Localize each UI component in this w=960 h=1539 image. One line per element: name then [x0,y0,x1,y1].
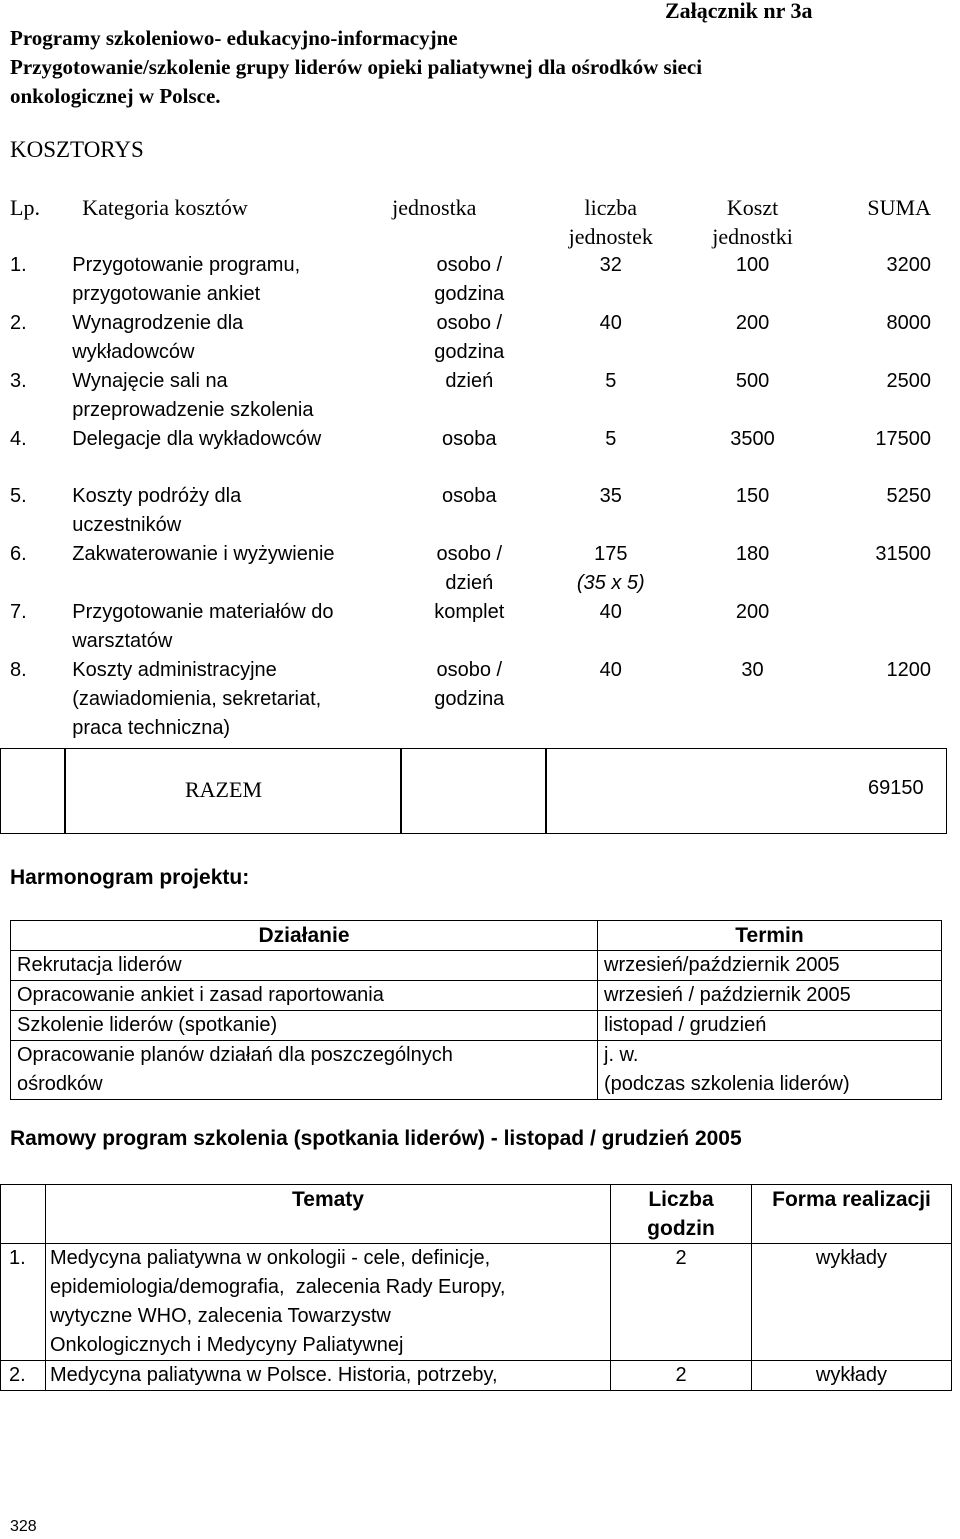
row-lp: 7. [10,601,27,623]
row-jednostka: osobo / dzień [436,543,503,594]
header-dzialanie: Działanie [11,921,598,951]
header-termin: Termin [598,921,942,951]
row-koszt: 30 [741,659,764,681]
title-line: onkologicznej w Polsce. [10,84,221,108]
row-koszt: 150 [735,485,770,507]
row-lp: 2. [1,1361,46,1391]
header-tematy: Tematy [46,1185,611,1244]
row-liczba: 40 [599,312,622,334]
row-suma: 31500 [875,543,931,565]
cost-row [0,425,945,454]
cost-row [0,251,945,309]
row-suma: 2500 [886,370,931,392]
row-koszt: 200 [735,601,770,623]
row-temat: Medycyna paliatywna w onkologii - cele, definicje, epidemiologia/demografia, zalecenia Rady Europy, wytyczne WHO, zalecenia Towarzystw Onkologicznych i Medycyny Paliatywnej [46,1244,611,1361]
row-kategoria: Przygotowanie materiałów do warsztatów [72,601,334,652]
cost-table-header [0,193,945,251]
harmonogram-row [11,1011,942,1041]
row-koszt: 100 [735,254,770,276]
row-lp: 4. [10,428,27,450]
row-dzialanie: Szkolenie liderów (spotkanie) [11,1011,598,1041]
row-temat: Medycyna paliatywna w Polsce. Historia, potrzeby, [46,1361,611,1391]
row-liczba: 2 [611,1361,752,1391]
header-forma: Forma realizacji [752,1185,952,1244]
cost-row [0,367,945,425]
header-koszt: Koszt jednostki [712,195,793,249]
harmonogram-row [11,951,942,981]
row-liczba: 35 [599,485,622,507]
row-jednostka: osobo / godzina [434,254,505,305]
row-termin: listopad / grudzień [598,1011,942,1041]
harmonogram-row [11,981,942,1011]
row-forma: wykłady [752,1361,952,1391]
row-liczba: 40 [599,659,622,681]
header-lp [1,1185,46,1244]
title-line: Programy szkoleniowo- edukacyjno-informacyjne [10,26,458,50]
header-liczba-godzin: Liczba godzin [611,1185,752,1244]
header-kategoria: Kategoria kosztów [82,195,248,220]
header-jednostka: jednostka [392,195,477,220]
title-line: Przygotowanie/szkolenie grupy liderów opieki paliatywnej dla ośrodków sieci [10,55,703,79]
row-suma: 3200 [886,254,931,276]
program-heading: Ramowy program szkolenia (spotkania liderów) - listopad / grudzień 2005 [10,1127,742,1150]
row-kategoria: Delegacje dla wykładowców [72,428,322,450]
header-lp: Lp. [10,195,40,220]
razem-label: RAZEM [185,777,262,802]
row-liczba: 175 (35 x 5) [540,540,682,598]
header-suma: SUMA [867,195,931,220]
document-title [10,24,910,111]
cost-table [0,193,945,743]
cost-row [0,482,945,540]
row-lp: 8. [10,659,27,681]
row-suma: 17500 [875,428,931,450]
row-kategoria: Przygotowanie programu, przygotowanie ankiet [72,254,301,305]
program-row [1,1244,952,1361]
row-jednostka: komplet [434,601,505,623]
row-koszt: 200 [735,312,770,334]
row-termin: wrzesień/październik 2005 [598,951,942,981]
row-forma: wykłady [752,1244,952,1361]
row-koszt: 500 [735,370,770,392]
row-jednostka: osobo / godzina [434,659,505,710]
razem-cell-lp [0,748,66,834]
row-termin: wrzesień / październik 2005 [598,981,942,1011]
harmonogram-table [10,920,942,1100]
row-termin: j. w. (podczas szkolenia liderów) [598,1041,942,1100]
program-header [1,1185,952,1244]
row-suma [823,598,945,656]
row-suma: 5250 [886,485,931,507]
liczba-note: (35 x 5) [576,572,645,594]
row-jednostka: dzień [445,370,494,392]
row-liczba: 32 [599,254,622,276]
row-suma: 1200 [886,659,931,681]
header-liczba: liczba jednostek [568,195,653,249]
attachment-label: Załącznik nr 3a [665,0,813,23]
cost-row [0,656,945,743]
program-row [1,1361,952,1391]
row-jednostka: osoba [442,428,497,450]
cost-row [0,309,945,367]
row-lp: 3. [10,370,27,392]
row-kategoria: Koszty podróży dla uczestników [72,485,242,536]
row-lp: 1. [1,1244,46,1361]
kosztorys-heading: KOSZTORYS [10,137,144,162]
page-number: 328 [10,1518,37,1535]
row-kategoria: Wynajęcie sali na przeprowadzenie szkolenia [72,370,314,421]
row-suma: 8000 [886,312,931,334]
row-jednostka: osoba [442,485,497,507]
spacer-row [0,454,945,482]
row-kategoria: Zakwaterowanie i wyżywienie [72,543,335,565]
razem-value: 69150 [868,777,924,799]
razem-cell-empty [400,748,547,834]
row-kategoria: Wynagrodzenie dla wykładowców [72,312,244,363]
row-dzialanie: Opracowanie planów działań dla poszczególnych ośrodków [11,1041,598,1100]
row-dzialanie: Opracowanie ankiet i zasad raportowania [11,981,598,1011]
row-liczba: 2 [611,1244,752,1361]
row-lp: 1. [10,254,27,276]
row-lp: 2. [10,312,27,334]
row-lp: 6. [10,543,27,565]
row-liczba: 5 [605,370,617,392]
row-liczba: 40 [599,601,622,623]
harmonogram-header [11,921,942,951]
harmonogram-heading: Harmonogram projektu: [10,866,250,889]
row-koszt: 3500 [730,428,775,450]
row-dzialanie: Rekrutacja liderów [11,951,598,981]
cost-row [0,540,945,598]
harmonogram-row [11,1041,942,1100]
program-table [0,1184,952,1391]
row-kategoria: Koszty administracyjne (zawiadomienia, sekretariat, praca techniczna) [72,659,322,739]
row-lp: 5. [10,485,27,507]
row-koszt: 180 [735,543,770,565]
cost-row [0,598,945,656]
row-liczba: 5 [605,428,617,450]
row-jednostka: osobo / godzina [434,312,505,363]
